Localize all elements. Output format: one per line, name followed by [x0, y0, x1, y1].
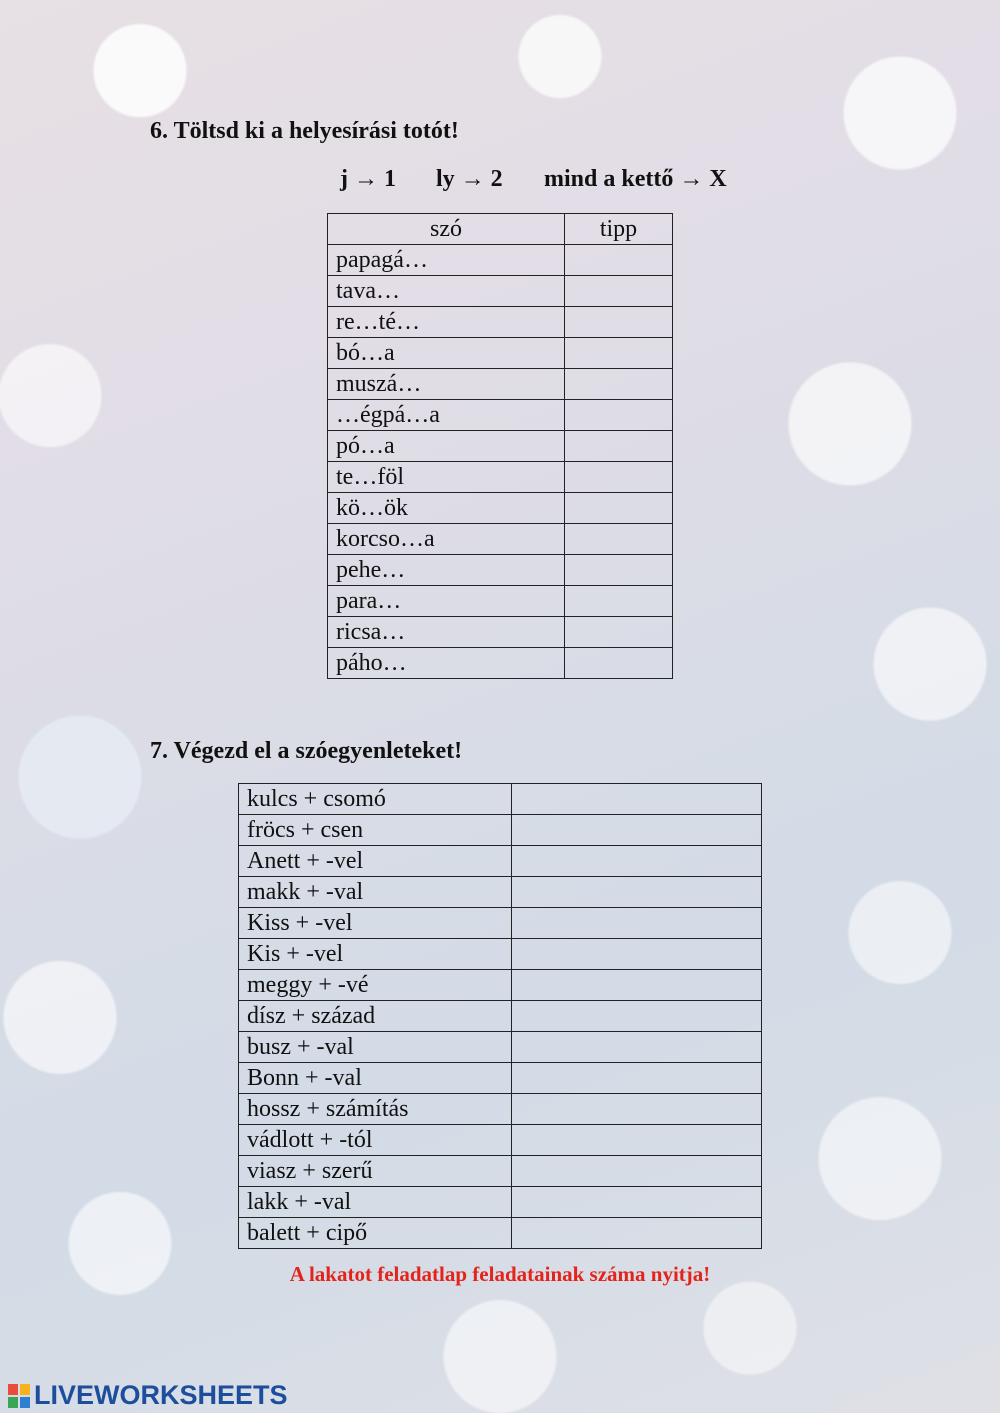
toto-tipp-cell[interactable]: [565, 307, 673, 338]
toto-word: ricsa…: [328, 617, 565, 648]
q6-legend: [340, 166, 727, 193]
equation-row: [239, 1032, 762, 1063]
equation-answer-cell[interactable]: [512, 1187, 762, 1218]
toto-row: [328, 617, 673, 648]
equation-row: [239, 1001, 762, 1032]
toto-tipp-cell[interactable]: [565, 555, 673, 586]
equation-answer-cell[interactable]: [512, 1094, 762, 1125]
equation-answer-cell[interactable]: [512, 815, 762, 846]
header-szo: szó: [328, 214, 565, 245]
equation-table: [238, 783, 762, 1249]
toto-tipp-cell[interactable]: [565, 276, 673, 307]
toto-tipp-cell[interactable]: [565, 462, 673, 493]
logo-block: [8, 1384, 18, 1395]
toto-tipp-cell[interactable]: [565, 431, 673, 462]
header-tipp: tipp: [565, 214, 673, 245]
toto-tipp-cell[interactable]: [565, 493, 673, 524]
equation-row: [239, 1063, 762, 1094]
equation-expression: Kiss + -vel: [239, 908, 512, 939]
equation-expression: dísz + század: [239, 1001, 512, 1032]
toto-word: para…: [328, 586, 565, 617]
equation-expression: Kis + -vel: [239, 939, 512, 970]
toto-row: [328, 648, 673, 679]
lock-note: A lakatot feladatlap feladatainak száma nyitja!: [289, 1262, 711, 1286]
toto-row: [328, 276, 673, 307]
equation-row: [239, 877, 762, 908]
equation-answer-cell[interactable]: [512, 970, 762, 1001]
toto-word: te…föl: [328, 462, 565, 493]
equation-expression: balett + cipő: [239, 1218, 512, 1249]
toto-word: …égpá…a: [328, 400, 565, 431]
equation-row: [239, 970, 762, 1001]
toto-tipp-cell[interactable]: [565, 617, 673, 648]
equation-answer-cell[interactable]: [512, 1032, 762, 1063]
equation-answer-cell[interactable]: [512, 846, 762, 877]
logo-text: LIVEWORKSHEETS: [34, 1380, 288, 1410]
toto-tipp-cell[interactable]: [565, 338, 673, 369]
toto-tipp-cell[interactable]: [565, 586, 673, 617]
equation-row: [239, 1187, 762, 1218]
equation-expression: busz + -val: [239, 1032, 512, 1063]
equation-row: [239, 1156, 762, 1187]
toto-word: kö…ök: [328, 493, 565, 524]
toto-row: [328, 369, 673, 400]
legend-x: mind a kettő → X: [544, 166, 727, 192]
equation-expression: makk + -val: [239, 877, 512, 908]
toto-word: tava…: [328, 276, 565, 307]
toto-word: papagá…: [328, 245, 565, 276]
equation-expression: hossz + számítás: [239, 1094, 512, 1125]
toto-row: [328, 524, 673, 555]
toto-tipp-cell[interactable]: [565, 245, 673, 276]
toto-word: pó…a: [328, 431, 565, 462]
toto-row: [328, 555, 673, 586]
equation-expression: meggy + -vé: [239, 970, 512, 1001]
equation-row: [239, 846, 762, 877]
equation-row: [239, 908, 762, 939]
toto-word: muszá…: [328, 369, 565, 400]
toto-tipp-cell[interactable]: [565, 400, 673, 431]
equation-expression: Anett + -vel: [239, 846, 512, 877]
legend-ly: ly → 2: [436, 166, 503, 192]
equation-row: [239, 939, 762, 970]
equation-answer-cell[interactable]: [512, 1063, 762, 1094]
toto-word: korcso…a: [328, 524, 565, 555]
toto-tipp-cell[interactable]: [565, 648, 673, 679]
toto-row: [328, 493, 673, 524]
equation-expression: fröcs + csen: [239, 815, 512, 846]
equation-row: [239, 1094, 762, 1125]
toto-row: [328, 431, 673, 462]
equation-answer-cell[interactable]: [512, 908, 762, 939]
toto-row: [328, 586, 673, 617]
toto-word: páho…: [328, 648, 565, 679]
liveworksheets-logo: [8, 1380, 288, 1411]
equation-expression: vádlott + -tól: [239, 1125, 512, 1156]
legend-j: j → 1: [340, 166, 396, 192]
equation-expression: Bonn + -val: [239, 1063, 512, 1094]
equation-answer-cell[interactable]: [512, 1218, 762, 1249]
toto-row: [328, 462, 673, 493]
equation-answer-cell[interactable]: [512, 1125, 762, 1156]
toto-row: [328, 338, 673, 369]
equation-row: [239, 784, 762, 815]
toto-row: [328, 307, 673, 338]
toto-word: bó…a: [328, 338, 565, 369]
toto-header-row: [328, 214, 673, 245]
q7-title: 7. Végezd el a szóegyenleteket!: [150, 738, 463, 764]
equation-row: [239, 815, 762, 846]
equation-answer-cell[interactable]: [512, 1001, 762, 1032]
equation-expression: kulcs + csomó: [239, 784, 512, 815]
toto-tipp-cell[interactable]: [565, 369, 673, 400]
equation-row: [239, 1218, 762, 1249]
equation-expression: lakk + -val: [239, 1187, 512, 1218]
logo-block: [20, 1397, 30, 1408]
toto-word: pehe…: [328, 555, 565, 586]
logo-blocks-icon: [8, 1384, 30, 1408]
equation-answer-cell[interactable]: [512, 877, 762, 908]
toto-table: [327, 213, 673, 679]
equation-answer-cell[interactable]: [512, 939, 762, 970]
equation-expression: viasz + szerű: [239, 1156, 512, 1187]
toto-tipp-cell[interactable]: [565, 524, 673, 555]
toto-word: re…té…: [328, 307, 565, 338]
logo-block: [20, 1384, 30, 1395]
logo-block: [8, 1397, 18, 1408]
toto-row: [328, 245, 673, 276]
equation-answer-cell[interactable]: [512, 1156, 762, 1187]
q6-title: 6. Töltsd ki a helyesírási totót!: [150, 118, 459, 144]
equation-row: [239, 1125, 762, 1156]
toto-row: [328, 400, 673, 431]
equation-answer-cell[interactable]: [512, 784, 762, 815]
